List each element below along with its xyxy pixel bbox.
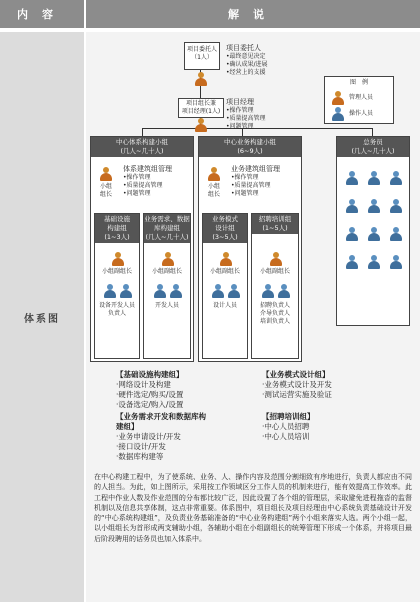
leader-label: 小组 组长: [99, 183, 112, 198]
requirements-deputy: 小组副组长: [151, 268, 182, 275]
manager-person-icon: [161, 252, 175, 266]
model-subgroup-box: [202, 213, 248, 359]
operator-person-icon: [169, 284, 183, 298]
header-explanation: 解说: [86, 0, 420, 28]
system-group-box: [90, 136, 194, 362]
training-deputy: 小组副组长: [259, 268, 290, 275]
manager-person-icon: [219, 252, 233, 266]
client-count: （1人）: [191, 54, 213, 61]
operator-person-icon: [367, 227, 381, 241]
pm-box: [178, 98, 224, 118]
admin-group-header: 总务员 (几人~几十人): [337, 137, 409, 157]
operator-person-icon: [103, 284, 117, 298]
operator-person-icon: [153, 284, 167, 298]
business-group-header: 中心业务构建小组 (6~9人): [199, 137, 301, 157]
system-group-role: 体系建筑组管理 •操作管理 •质量提高管理 •问题管理: [123, 165, 172, 197]
infra-subgroup-header: 基础设施 构建组 (1~3人): [95, 214, 139, 243]
operator-person-icon: [119, 284, 133, 298]
model-deputy: 小组副组长: [209, 268, 240, 275]
client-title: 项目委托人: [186, 46, 217, 53]
operator-person-icon: [345, 255, 359, 269]
explanation-paragraph: 在中心构建工程中，为了使系统、业务、人、操作内容及范围分割细致有序地进行，负责人都应由不同的人担当。为此，如上图所示，采用按工作领域区分工作人员的机制来进行，能有效提高工作效率。此工程中作业人数及作业范围的分布都比较广泛，因此设置了各个组的管理层，采取避免进程拖沓的监督机制以及信息共享体制，这点非常重要。体系图中，项目组长及项目经理由中心系统负责基础设计开发的“中心系统构建组”，及负责业务基础准备的“中心业务构建组”两个小组来落实人选。两个小组一起，以小组组长为首形成两支辅助小组，各辅助小组在小组副组长的统筹管理下形成一个体系，并将项目最后阶段聘用的话务员也加入体系中。: [94, 473, 412, 543]
operator-person-icon: [211, 284, 225, 298]
legend-manager-label: 管理人员: [349, 94, 374, 101]
requirements-subgroup-header: 业务需求、数据 库构建组 (几人~几十人): [144, 215, 190, 241]
requirements-subgroup-box: [143, 213, 191, 359]
training-section: 【招聘培训组】 ·中心人员招聘 ·中心人员培训: [262, 412, 315, 441]
system-group-header: 中心体系构建小组 (几人~几十人): [91, 137, 193, 157]
legend-box: [324, 76, 394, 124]
operator-person-icon: [277, 284, 291, 298]
infra-subgroup-box: [94, 213, 140, 359]
requirements-section: 【业务需求开发和数据库构 建组】 ·业务申请设计/开发 ·接口设计/开发 ·数据库构建等: [116, 412, 206, 461]
header-content: 内容: [0, 0, 84, 28]
manager-legend-icon: [331, 91, 345, 105]
leader-label: 小组 组长: [207, 183, 220, 198]
infra-staff: 设备开发人员 负责人: [98, 302, 135, 317]
explanation-panel: [86, 32, 420, 602]
manager-person-icon: [194, 118, 208, 132]
operator-person-icon: [389, 199, 403, 213]
connector: [372, 128, 373, 136]
pm-role: 项目经理 •操作管理 •质量提高管理 •问题管理: [226, 98, 266, 130]
connector: [142, 128, 143, 136]
requirements-staff: 开发人员: [154, 302, 179, 309]
manager-person-icon: [99, 167, 113, 181]
manager-person-icon: [194, 72, 208, 86]
operator-person-icon: [367, 255, 381, 269]
pm-title-1: 项目组长兼: [185, 100, 216, 107]
operator-legend-icon: [331, 107, 345, 121]
operator-person-icon: [261, 284, 275, 298]
operator-person-icon: [389, 227, 403, 241]
operator-person-icon: [389, 255, 403, 269]
operator-person-icon: [389, 171, 403, 185]
business-group-box: [198, 136, 302, 362]
left-column: [0, 32, 84, 602]
business-group-role: 业务建筑组管理 •操作管理 •质量提高管理 •问题管理: [231, 165, 280, 197]
operator-person-icon: [367, 199, 381, 213]
manager-person-icon: [269, 252, 283, 266]
operator-person-icon: [345, 171, 359, 185]
operator-person-icon: [227, 284, 241, 298]
pm-title-2: 项目经理(1人): [181, 108, 221, 115]
operator-person-icon: [345, 227, 359, 241]
operator-person-icon: [367, 171, 381, 185]
manager-person-icon: [111, 252, 125, 266]
model-subgroup-header: 业务模式 设计组 (3~5人): [203, 214, 247, 243]
model-staff: 设计人员: [212, 302, 237, 309]
training-staff: 招聘负责人 介导负责人 培训负责人: [259, 302, 290, 325]
operator-person-icon: [345, 199, 359, 213]
model-section: 【业务模式设计组】 ·业务模式设计及开发 ·测试运营实施及验证: [262, 370, 332, 399]
admin-group-box: [336, 136, 410, 326]
training-subgroup-header: 招聘培训组 (1~5人): [252, 214, 298, 234]
client-box: [184, 42, 220, 70]
client-role: 项目委托人 •最终意见决定 •确认成果/进展 •经营上的支援: [226, 44, 268, 76]
infra-section: 【基础设施构建组】 ·网络设计及构建 ·硬件选定/购买/设置 ·设备选定/购入/设置: [116, 370, 184, 409]
infra-deputy: 小组副组长: [101, 268, 132, 275]
manager-person-icon: [207, 167, 221, 181]
training-subgroup-box: [251, 213, 299, 359]
system-diagram-label: 体系图: [24, 313, 60, 325]
legend-title: 图 例: [349, 79, 368, 86]
legend-operator-label: 操作人员: [349, 110, 374, 117]
